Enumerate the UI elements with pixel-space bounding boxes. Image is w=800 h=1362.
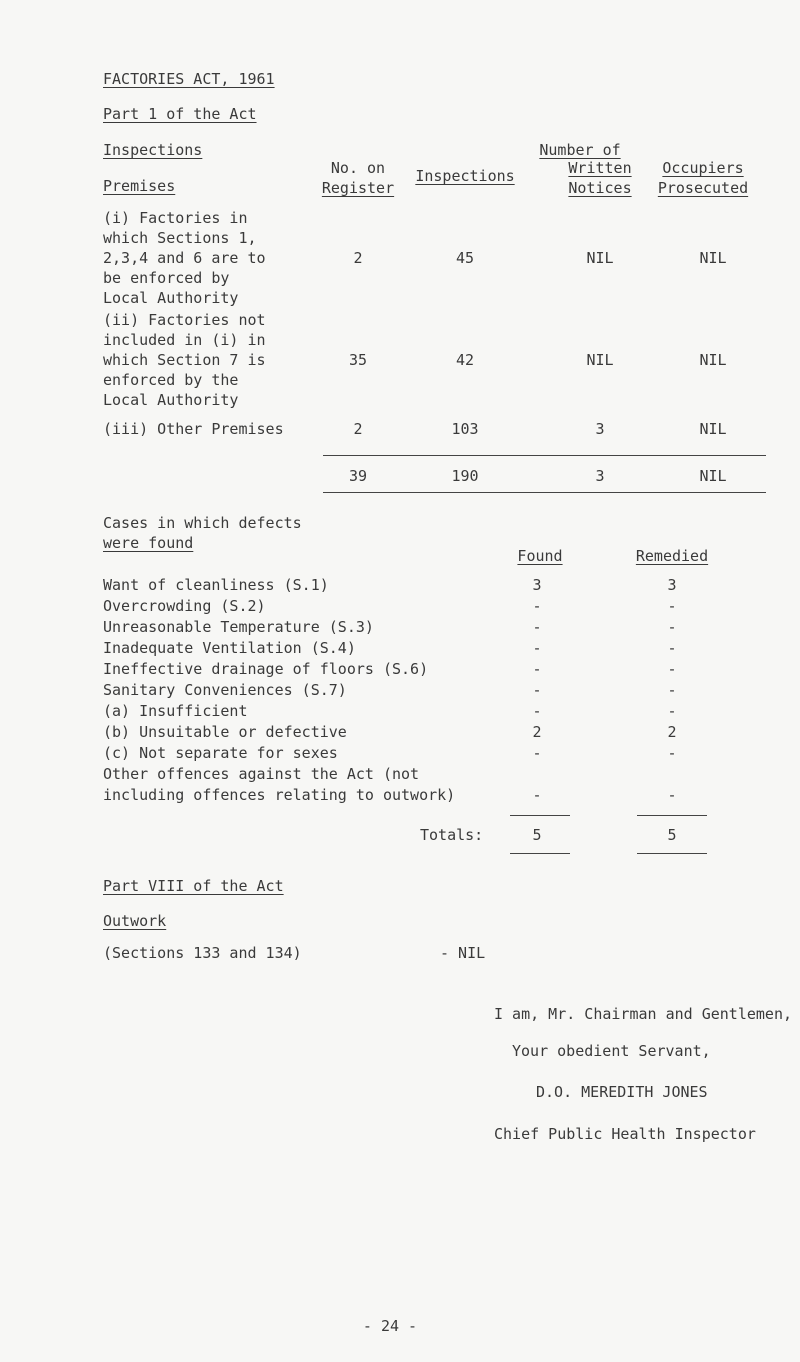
defect-row-found: - <box>532 786 542 804</box>
defect-row-label: Ineffective drainage of floors (S.6) <box>103 660 429 678</box>
defect-row-label: (b) Unsuitable or defective <box>103 723 347 741</box>
signatory-name: D.O. MEREDITH JONES <box>536 1083 708 1101</box>
document-title: FACTORIES ACT, 1961 <box>103 70 275 88</box>
defect-row-found: - <box>532 639 542 657</box>
part1-heading: Part 1 of the Act <box>103 105 257 123</box>
row-2-notices: NIL <box>586 351 614 369</box>
row-2-register: 35 <box>348 351 368 369</box>
total-prosecuted: NIL <box>699 467 727 485</box>
defect-row-label: Overcrowding (S.2) <box>103 597 266 615</box>
premises-row-2-label: (ii) Factories not included in (i) in which Section 7 is enforced by the Local Authority <box>103 311 266 409</box>
defect-row-remedied: - <box>667 618 677 636</box>
col-premises: Premises <box>103 177 176 195</box>
row-1-notices: NIL <box>586 249 614 267</box>
row-1-inspections: 45 <box>455 249 475 267</box>
signatory-role: Chief Public Health Inspector <box>494 1125 756 1143</box>
defects-total-remedied: 5 <box>667 826 677 844</box>
defects-heading <box>103 513 302 553</box>
col-prosecuted-line1: Occupiers <box>662 159 744 177</box>
premises-row-3-label: (iii) Other Premises <box>103 420 284 438</box>
row-1-register: 2 <box>353 249 363 267</box>
defects-totals-label: Totals: <box>420 826 484 844</box>
col-found: Found <box>517 547 563 565</box>
col-notices-line2: Notices <box>568 179 632 197</box>
inspections-heading: Inspections <box>103 141 203 159</box>
defects-remedied-rule-bottom <box>637 853 707 854</box>
defect-row-label: Want of cleanliness (S.1) <box>103 576 329 594</box>
defect-row-label: Inadequate Ventilation (S.4) <box>103 639 356 657</box>
page-number: - 24 - <box>362 1317 418 1335</box>
col-register-line2: Register <box>321 179 395 197</box>
defect-row-found: - <box>532 597 542 615</box>
col-register-line1: No. on <box>330 159 386 177</box>
row-3-notices: 3 <box>595 420 605 438</box>
col-prosecuted-line2: Prosecuted <box>657 179 749 197</box>
total-inspections: 190 <box>451 467 479 485</box>
defects-heading-line2: were found <box>103 534 194 552</box>
part8-heading: Part VIII of the Act <box>103 877 284 895</box>
number-of-heading: Number of <box>539 141 621 159</box>
defect-row-remedied: - <box>667 660 677 678</box>
closing-salutation: I am, Mr. Chairman and Gentlemen, <box>494 1005 793 1023</box>
defect-row-remedied: - <box>667 744 677 762</box>
totals-rule-bottom <box>323 492 766 493</box>
outwork-heading: Outwork <box>103 912 167 930</box>
defects-total-found: 5 <box>532 826 542 844</box>
defect-row-found: - <box>532 681 542 699</box>
defect-row-found: - <box>532 618 542 636</box>
totals-rule-top <box>323 455 766 456</box>
row-2-inspections: 42 <box>455 351 475 369</box>
defect-row-label: Other offences against the Act (not <box>103 765 420 783</box>
defects-found-rule-bottom <box>510 853 570 854</box>
defect-row-found: - <box>532 744 542 762</box>
premises-row-1-label: (i) Factories in which Sections 1, 2,3,4 and 6 are to be enforced by Local Authority <box>103 209 266 307</box>
outwork-sections: (Sections 133 and 134) <box>103 944 302 962</box>
defects-heading-line1: Cases in which defects <box>103 514 302 532</box>
outwork-value: - NIL <box>440 944 486 962</box>
total-register: 39 <box>348 467 368 485</box>
defect-row-label: including offences relating to outwork) <box>103 786 456 804</box>
col-remedied: Remedied <box>635 547 709 565</box>
defect-row-remedied: - <box>667 597 677 615</box>
total-notices: 3 <box>595 467 605 485</box>
defect-row-found: 3 <box>532 576 542 594</box>
defect-row-remedied: - <box>667 786 677 804</box>
row-3-inspections: 103 <box>451 420 479 438</box>
closing-servant: Your obedient Servant, <box>512 1042 711 1060</box>
defects-remedied-rule-top <box>637 815 707 816</box>
defect-row-remedied: - <box>667 639 677 657</box>
defect-row-remedied: - <box>667 702 677 720</box>
defect-row-found: - <box>532 702 542 720</box>
row-2-prosecuted: NIL <box>699 351 727 369</box>
col-inspections: Inspections <box>415 167 515 185</box>
defect-row-label: (a) Insufficient <box>103 702 248 720</box>
defect-row-remedied: - <box>667 681 677 699</box>
defect-row-found: - <box>532 660 542 678</box>
defect-row-remedied: 2 <box>667 723 677 741</box>
col-prosecuted <box>633 158 773 198</box>
defect-row-label: (c) Not separate for sexes <box>103 744 338 762</box>
row-3-prosecuted: NIL <box>699 420 727 438</box>
col-notices-line1: Written <box>568 159 632 177</box>
row-1-prosecuted: NIL <box>699 249 727 267</box>
row-3-register: 2 <box>353 420 363 438</box>
defect-row-remedied: 3 <box>667 576 677 594</box>
defects-found-rule-top <box>510 815 570 816</box>
defect-row-label: Sanitary Conveniences (S.7) <box>103 681 347 699</box>
defect-row-found: 2 <box>532 723 542 741</box>
defect-row-label: Unreasonable Temperature (S.3) <box>103 618 374 636</box>
